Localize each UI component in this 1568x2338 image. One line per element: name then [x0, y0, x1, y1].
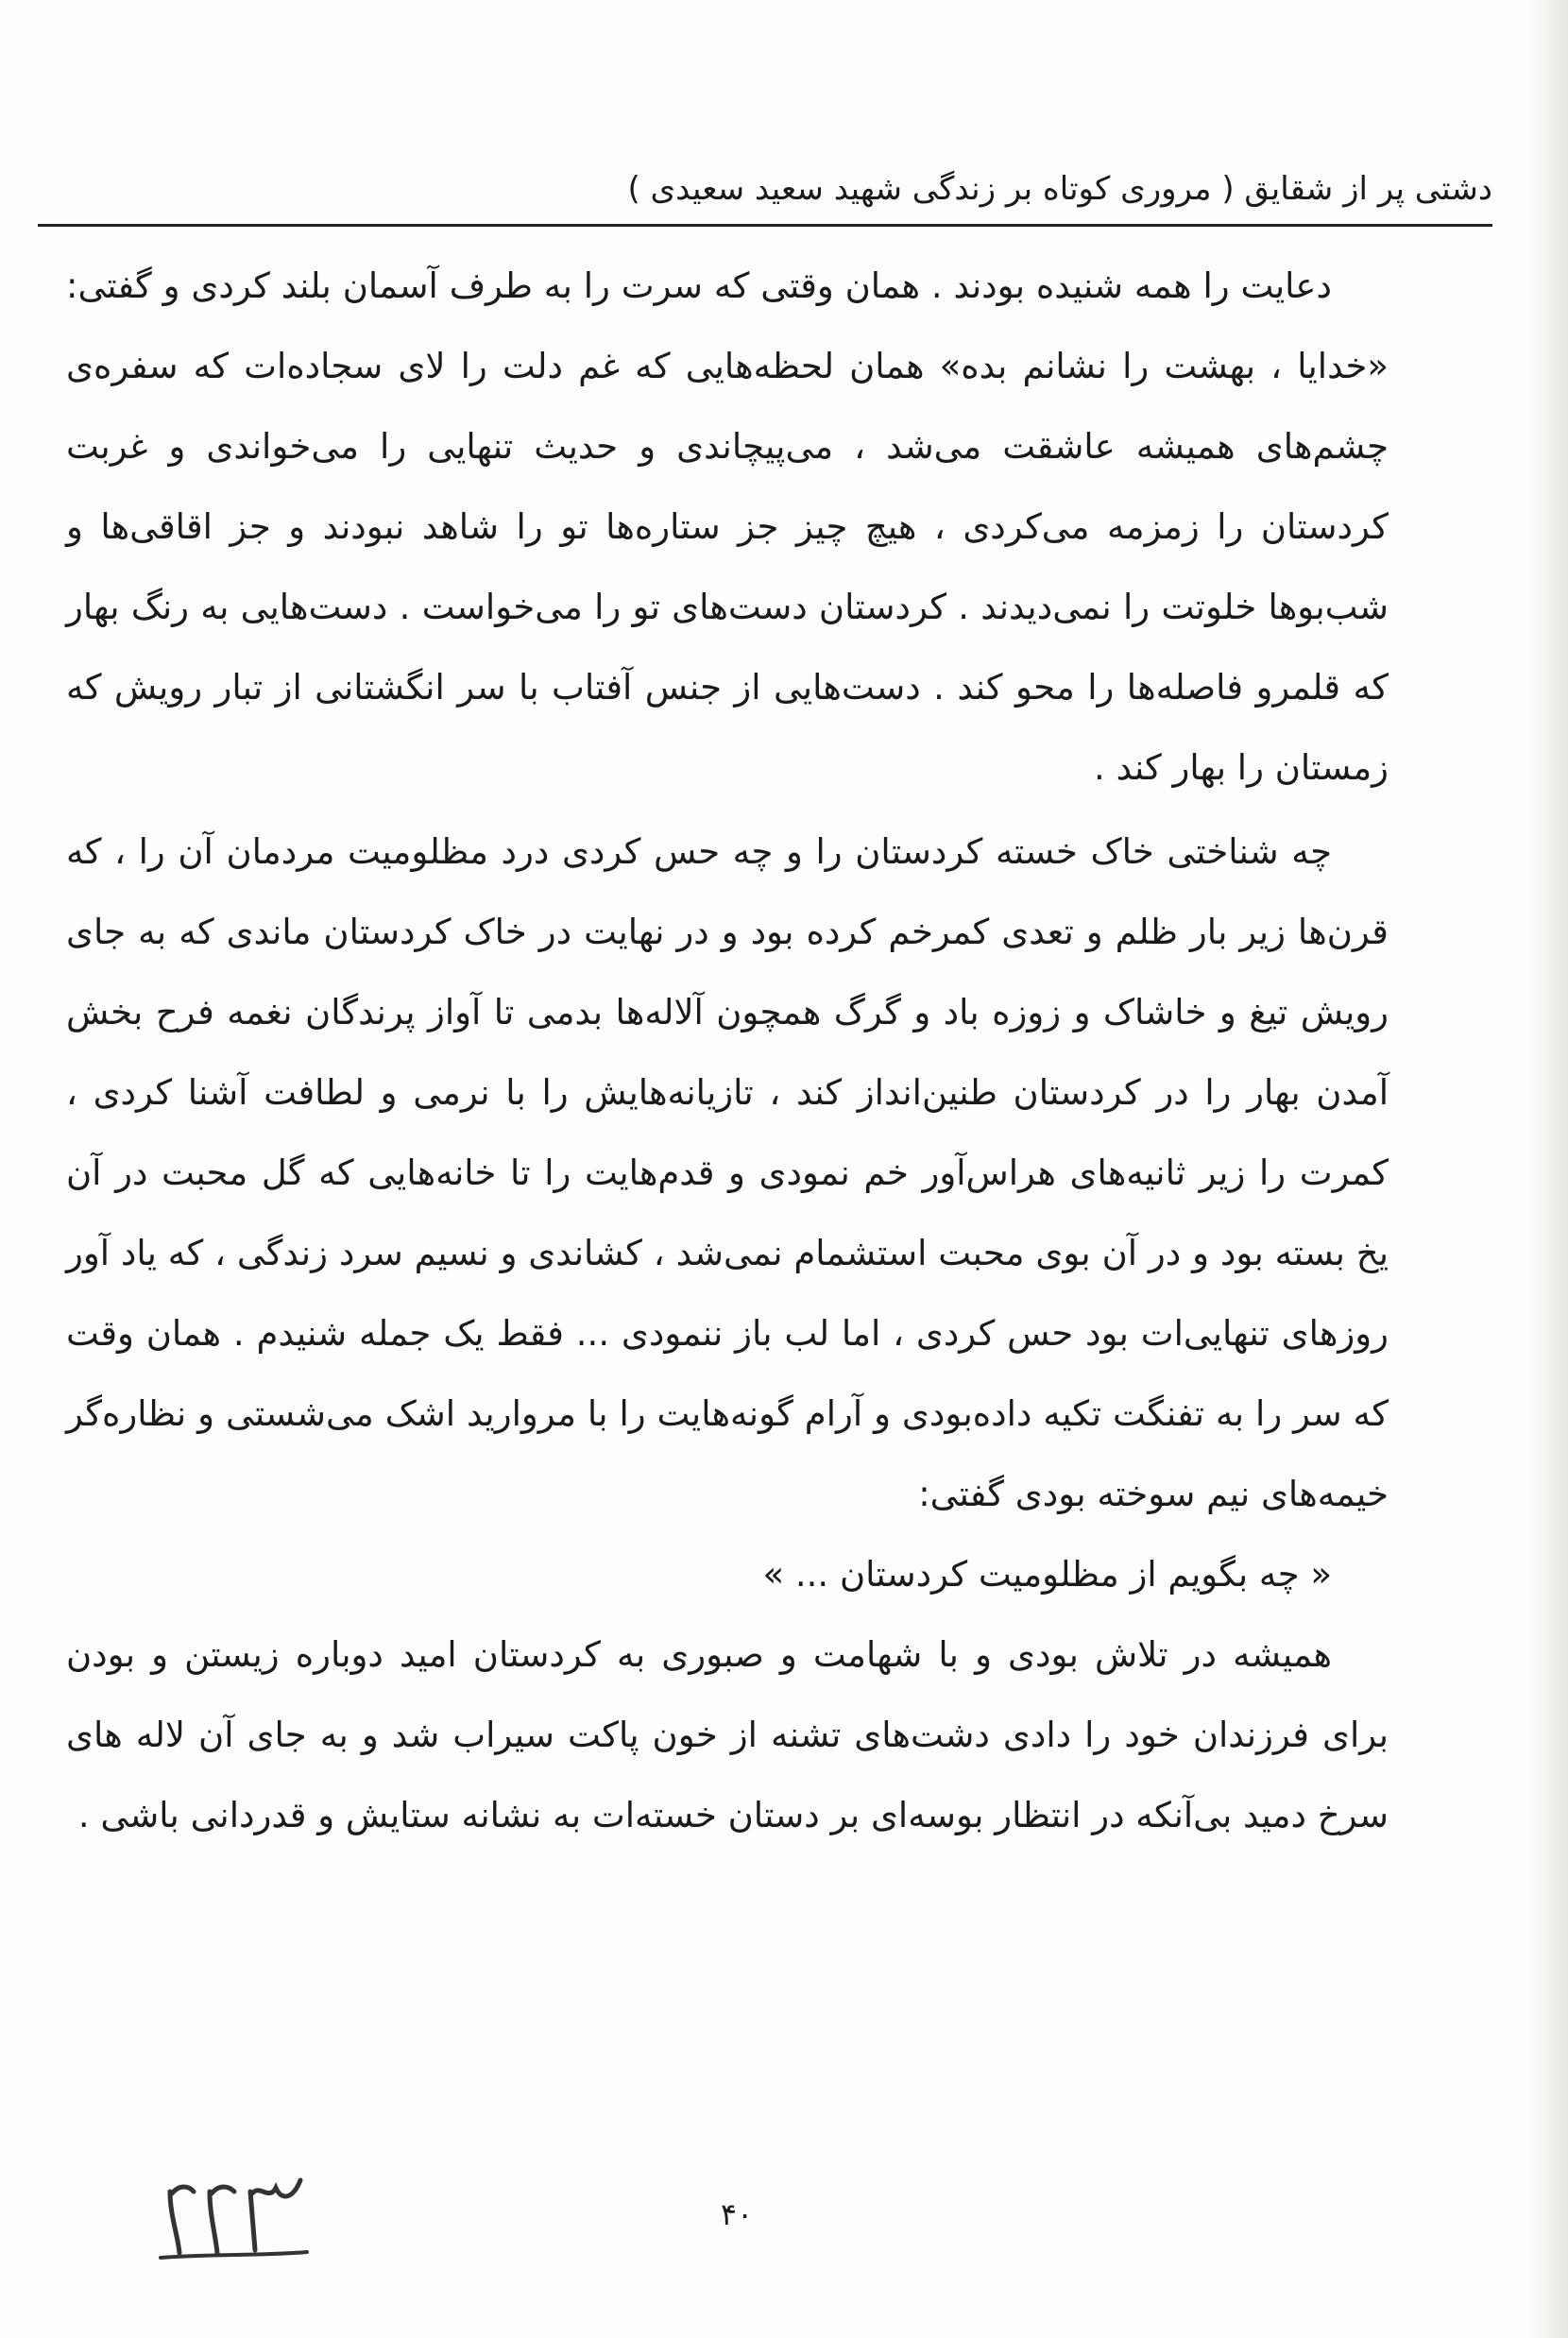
paragraph: دعایت را همه شنیده بودند . همان وقتی که سرت را به طرف آسمان بلند کردی و گفتی: «خدایا ، بهشت را نشانم بده» همان لحظه‌هایی که غم دلت را لای سجاده‌ات که سفره‌ی چشم‌های همیشه عاشقت می‌شد ، می‌پیچاندی و حدیث تنهایی را می‌خواندی و غربت کردستان را زمزمه می‌کردی ، هیچ چیز جز ستاره‌ها تو را شاهد نبودند و جز اقاقی‌ها و شب‌بوها خلوتت را نمی‌دیدند . کردستان دست‌های تو را می‌خواست . دست‌هایی به رنگ بهار که قلمرو فاصله‌ها را محو کند . دست‌هایی از جنس آفتاب با سر انگشتانی از تبار رویش که زمستان را بهار کند .	[66, 265, 1389, 788]
paragraph: چه شناختی خاک خسته کردستان را و چه حس کردی درد مظلومیت مردمان آن را ، که قرن‌ها زیر بار ظلم و تعدی کمرخم کرده بود و در نهایت در خاک کردستان ماندی که به جای رویش تیغ و خاشاک و زوزه باد و گرگ همچون آلاله‌ها بدمی تا آواز پرندگان نغمه فرح بخش آمدن بهار را در کردستان طنین‌انداز کند ، تازیانه‌هایش را با نرمی و لطافت آشنا کردی ، کمرت را زیر ثانیه‌های هراس‌آور خم نمودی و قدم‌هایت را تا خانه‌هایی که گل محبت در آن یخ بسته بود و در آن بوی محبت استشمام نمی‌شد ، کشاندی و نسیم سرد زندگی ، که یاد آور روزهای تنهایی‌ات بود حس کردی ، اما لب باز ننمودی ... فقط یک جمله شنیدم . همان وقت که سر را به تفنگت تکیه داده‌بودی و آرام گونه‌هایت را با مروارید اشک می‌شستی و نظاره‌گر خیمه‌های نیم سوخته بودی گفتی:	[66, 831, 1389, 1514]
header-title: دشتی پر از شقایق ( مروری کوتاه بر زندگی شهید سعید سعیدی )	[616, 165, 1492, 213]
page-edge-shadow	[1530, 0, 1568, 2338]
running-header	[38, 165, 1492, 231]
header-rule	[38, 224, 1492, 227]
paragraph: همیشه در تلاش بودی و با شهامت و صبوری به کردستان امید دوباره زیستن و بودن برای فرزندان خود را دادی دشت‌های تشنه از خون پاکت سیراب شد و به جای آن لاله های سرخ دمید بی‌آنکه در انتظار بوسه‌ای بر دستان خسته‌ات به نشانه ستایش و قدردانی باشی .	[66, 1634, 1389, 1835]
page-number: ۴۰	[720, 2196, 754, 2232]
quoted-line: « چه بگویم از مظلومیت کردستان ... »	[762, 1554, 1332, 1595]
handwritten-page-number	[151, 2163, 312, 2267]
body-text	[66, 246, 1389, 1855]
